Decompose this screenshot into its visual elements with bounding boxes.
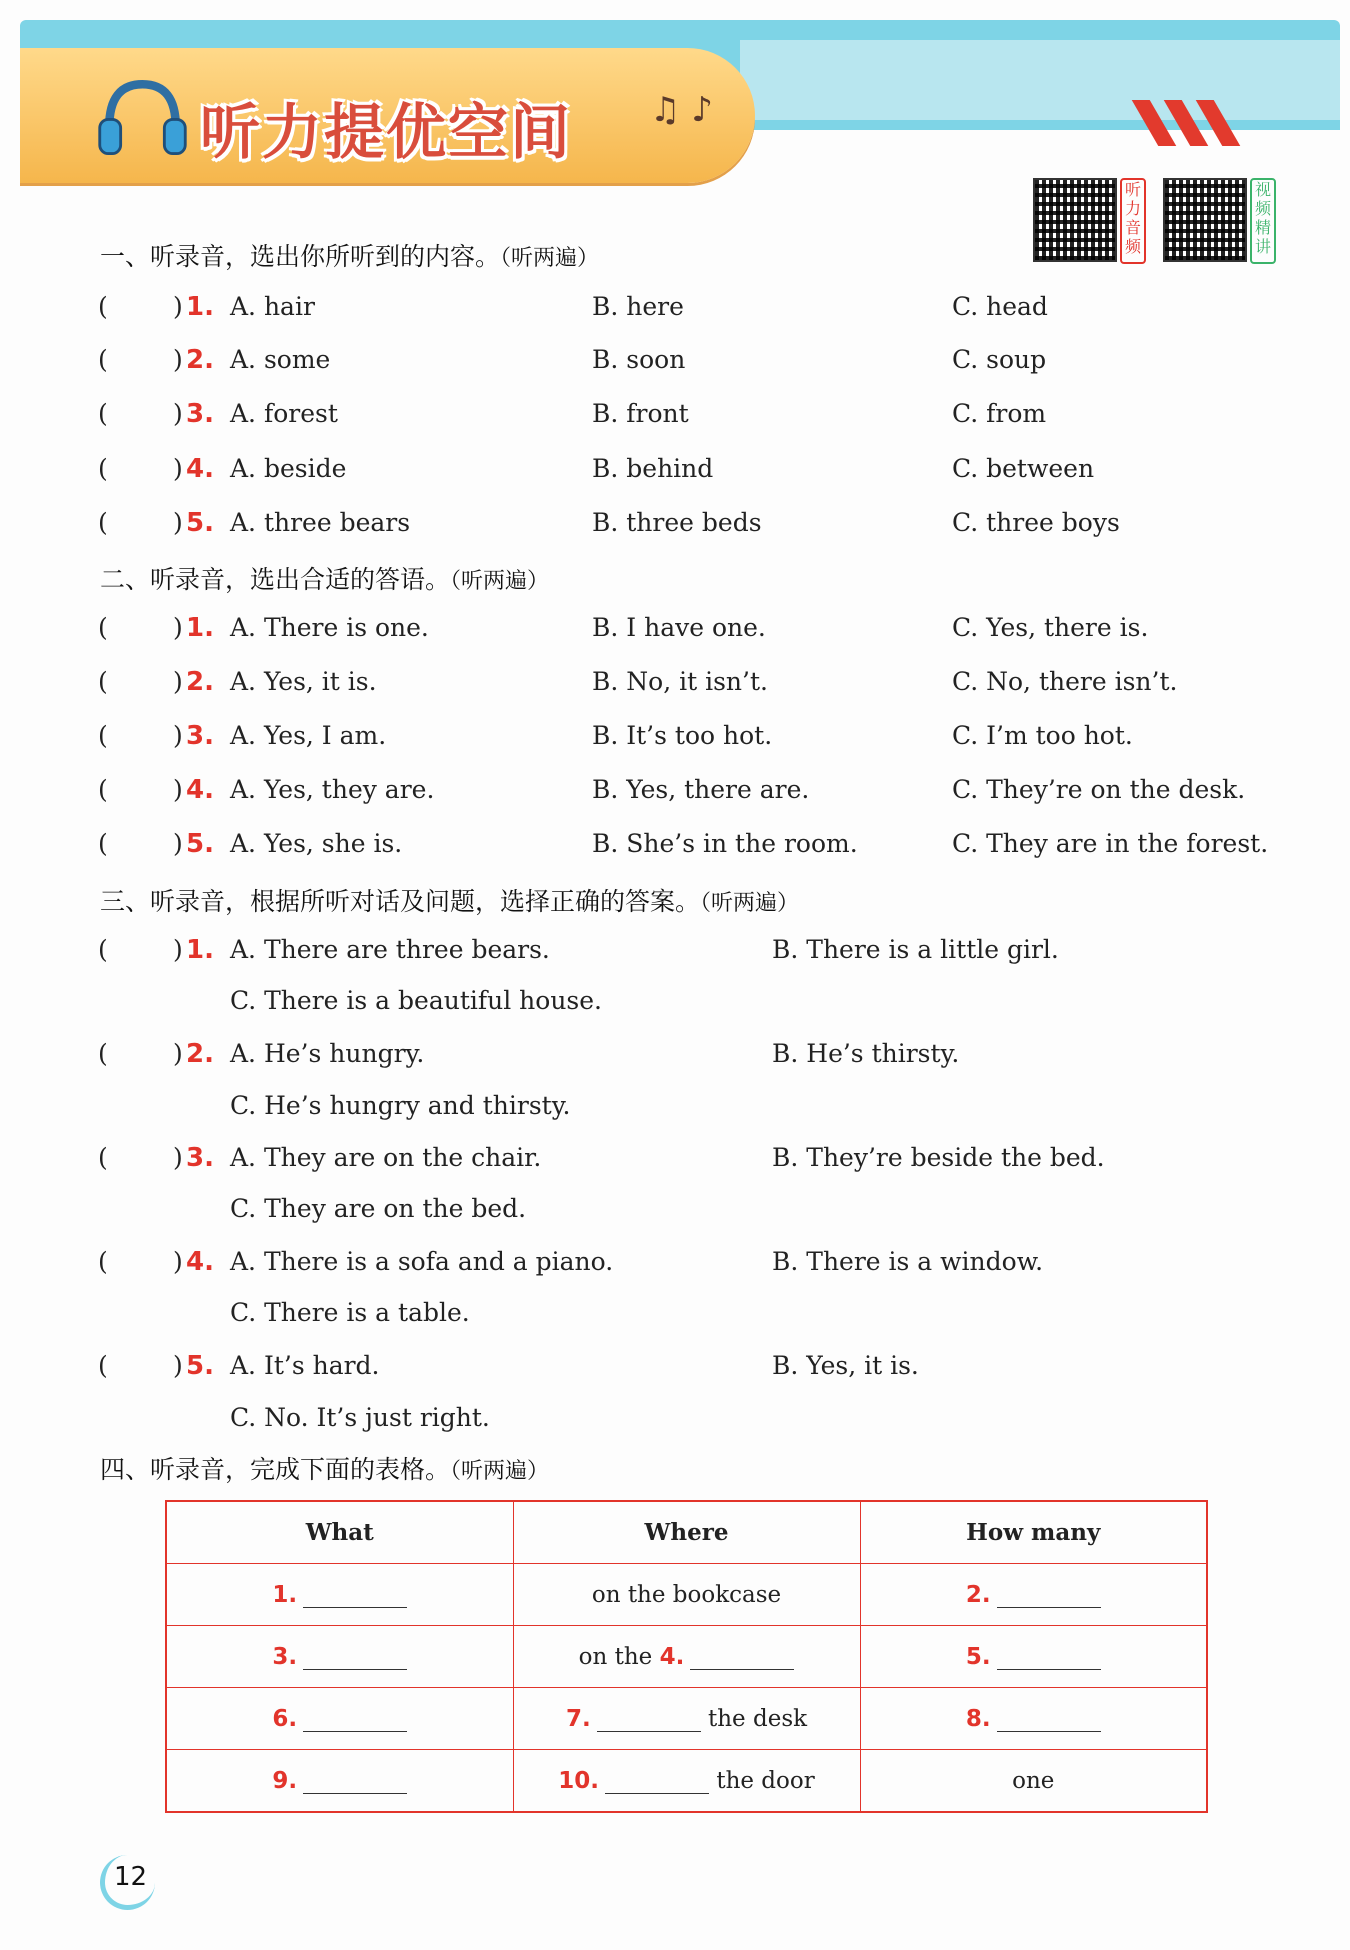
- cell-where: [513, 1688, 860, 1750]
- answer-blank-open[interactable]: (: [98, 508, 108, 537]
- blank-number: 3.: [272, 1643, 298, 1670]
- cell-what: [166, 1750, 513, 1813]
- cell-what: [166, 1626, 513, 1688]
- answer-blank-open[interactable]: (: [98, 454, 108, 483]
- answer-blank-close: ): [173, 1351, 183, 1380]
- blank-number: 10.: [558, 1767, 600, 1794]
- answer-blank-close: ): [173, 454, 183, 483]
- answer-blank-open[interactable]: (: [98, 345, 108, 374]
- option-c: C. head: [952, 292, 1048, 321]
- option-c: C. No, there isn’t.: [952, 667, 1178, 696]
- option-b: B. No, it isn’t.: [592, 667, 768, 696]
- option-b: B. soon: [592, 345, 686, 374]
- option-c: C. three boys: [952, 508, 1120, 537]
- blank-number: 8.: [965, 1705, 991, 1732]
- answer-blank-open[interactable]: (: [98, 399, 108, 428]
- cell-how-many: [860, 1688, 1207, 1750]
- answer-blank-close: ): [173, 667, 183, 696]
- answer-blank-close: ): [173, 829, 183, 858]
- option-a: A. Yes, they are.: [230, 775, 435, 804]
- cell-how-many: [860, 1564, 1207, 1626]
- section-title-4: 四、听录音，完成下面的表格。（听两遍）: [100, 1455, 550, 1484]
- cell-text: the door: [716, 1767, 815, 1794]
- fill-blank[interactable]: [997, 1647, 1101, 1670]
- option-c: C. There is a table.: [230, 1298, 470, 1327]
- option-a: A. forest: [230, 399, 338, 428]
- answer-blank-open[interactable]: (: [98, 775, 108, 804]
- cell-how-many: [860, 1750, 1207, 1813]
- answer-blank-open[interactable]: (: [98, 935, 108, 964]
- option-b: B. Yes, there are.: [592, 775, 810, 804]
- cell-where: [513, 1626, 860, 1688]
- option-a: A. some: [230, 345, 331, 374]
- cell-text: the desk: [708, 1705, 808, 1732]
- answer-blank-close: ): [173, 399, 183, 428]
- question-number: 1.: [186, 935, 214, 965]
- option-b: B. I have one.: [592, 613, 766, 642]
- option-b: B. three beds: [592, 508, 762, 537]
- decorative-stripes: [1145, 100, 1241, 150]
- option-b: B. Yes, it is.: [772, 1351, 919, 1380]
- fill-blank[interactable]: [997, 1585, 1101, 1608]
- option-b: B. They’re beside the bed.: [772, 1143, 1105, 1172]
- blank-number: 4.: [659, 1643, 685, 1670]
- answer-blank-open[interactable]: (: [98, 829, 108, 858]
- table-row: [166, 1750, 1207, 1813]
- question-number: 5.: [186, 829, 214, 859]
- column-header-where: Where: [513, 1501, 860, 1564]
- fill-blank[interactable]: [690, 1647, 794, 1670]
- answer-blank-close: ): [173, 345, 183, 374]
- qr-code-video[interactable]: [1163, 178, 1247, 262]
- answer-blank-open[interactable]: (: [98, 1143, 108, 1172]
- answer-blank-open[interactable]: (: [98, 721, 108, 750]
- table-row: [166, 1626, 1207, 1688]
- option-a: A. There are three bears.: [230, 935, 550, 964]
- option-a: A. hair: [230, 292, 315, 321]
- answer-blank-close: ): [173, 1039, 183, 1068]
- option-c: C. I’m too hot.: [952, 721, 1133, 750]
- qr-label-audio: 听力音频: [1120, 178, 1146, 264]
- question-number: 2.: [186, 667, 214, 697]
- column-header-how-many: How many: [860, 1501, 1207, 1564]
- blank-number: 6.: [272, 1705, 298, 1732]
- option-b: B. There is a little girl.: [772, 935, 1059, 964]
- option-b: B. here: [592, 292, 684, 321]
- answer-blank-open[interactable]: (: [98, 613, 108, 642]
- answer-blank-close: ): [173, 613, 183, 642]
- table-header-row: [166, 1501, 1207, 1564]
- answer-blank-close: ): [173, 508, 183, 537]
- fill-blank[interactable]: [605, 1771, 709, 1794]
- option-a: A. three bears: [230, 508, 411, 537]
- option-c: C. There is a beautiful house.: [230, 986, 602, 1015]
- answer-blank-open[interactable]: (: [98, 1351, 108, 1380]
- fill-blank[interactable]: [597, 1709, 701, 1732]
- answer-blank-open[interactable]: (: [98, 667, 108, 696]
- option-a: A. Yes, it is.: [230, 667, 377, 696]
- table-row: [166, 1564, 1207, 1626]
- option-b: B. front: [592, 399, 689, 428]
- option-c: C. No. It’s just right.: [230, 1403, 490, 1432]
- question-number: 2.: [186, 1039, 214, 1069]
- option-a: A. Yes, she is.: [230, 829, 403, 858]
- fill-blank[interactable]: [303, 1709, 407, 1732]
- fill-blank[interactable]: [303, 1771, 407, 1794]
- blank-number: 2.: [965, 1581, 991, 1608]
- answer-blank-open[interactable]: (: [98, 292, 108, 321]
- answer-blank-close: ): [173, 1247, 183, 1276]
- answer-table: [165, 1500, 1208, 1813]
- cell-where: [513, 1750, 860, 1813]
- cell-how-many: [860, 1626, 1207, 1688]
- option-b: B. It’s too hot.: [592, 721, 773, 750]
- option-b: B. He’s thirsty.: [772, 1039, 960, 1068]
- question-number: 4.: [186, 1247, 214, 1277]
- cell-text: one: [1012, 1767, 1055, 1794]
- section-title-2: 二、听录音，选出合适的答语。（听两遍）: [100, 565, 550, 594]
- blank-number: 5.: [965, 1643, 991, 1670]
- option-c: C. Yes, there is.: [952, 613, 1149, 642]
- option-c: C. They are in the forest.: [952, 829, 1269, 858]
- fill-blank[interactable]: [997, 1709, 1101, 1732]
- blank-number: 9.: [272, 1767, 298, 1794]
- option-a: A. He’s hungry.: [230, 1039, 425, 1068]
- option-b: B. There is a window.: [772, 1247, 1044, 1276]
- question-number: 2.: [186, 345, 214, 375]
- fill-blank[interactable]: [303, 1585, 407, 1608]
- option-a: A. It’s hard.: [230, 1351, 380, 1380]
- answer-blank-close: ): [173, 1143, 183, 1172]
- header-background-light: [740, 40, 1340, 120]
- answer-blank-open[interactable]: (: [98, 1039, 108, 1068]
- option-b: B. behind: [592, 454, 714, 483]
- question-number: 4.: [186, 775, 214, 805]
- option-c: C. from: [952, 399, 1047, 428]
- option-c: C. between: [952, 454, 1095, 483]
- question-number: 3.: [186, 721, 214, 751]
- option-c: C. soup: [952, 345, 1047, 374]
- answer-blank-close: ): [173, 775, 183, 804]
- column-header-what: What: [166, 1501, 513, 1564]
- option-c: C. He’s hungry and thirsty.: [230, 1091, 571, 1120]
- question-number: 4.: [186, 454, 214, 484]
- section-title-3: 三、听录音，根据所听对话及问题，选择正确的答案。（听两遍）: [100, 887, 800, 916]
- page-number: 12: [114, 1862, 148, 1892]
- option-c: C. They are on the bed.: [230, 1194, 527, 1223]
- music-note-icon: ♫ ♪: [650, 90, 713, 130]
- table-row: [166, 1688, 1207, 1750]
- cell-text: on the: [578, 1643, 653, 1670]
- cell-what: [166, 1688, 513, 1750]
- question-number: 3.: [186, 399, 214, 429]
- option-a: A. There is a sofa and a piano.: [230, 1247, 614, 1276]
- question-number: 1.: [186, 613, 214, 643]
- question-number: 3.: [186, 1143, 214, 1173]
- answer-blank-close: ): [173, 721, 183, 750]
- question-number: 5.: [186, 1351, 214, 1381]
- option-a: A. Yes, I am.: [230, 721, 387, 750]
- question-number: 5.: [186, 508, 214, 538]
- option-a: A. They are on the chair.: [230, 1143, 542, 1172]
- qr-code-audio[interactable]: [1033, 178, 1117, 262]
- question-number: 1.: [186, 292, 214, 322]
- option-c: C. They’re on the desk.: [952, 775, 1246, 804]
- answer-blank-open[interactable]: (: [98, 1247, 108, 1276]
- cell-where: [513, 1564, 860, 1626]
- option-a: A. There is one.: [230, 613, 429, 642]
- fill-blank[interactable]: [303, 1647, 407, 1670]
- option-b: B. She’s in the room.: [592, 829, 858, 858]
- cell-what: [166, 1564, 513, 1626]
- qr-label-video: 视频精讲: [1250, 178, 1276, 264]
- blank-number: 7.: [565, 1705, 591, 1732]
- option-a: A. beside: [230, 454, 347, 483]
- headphones-icon: [95, 70, 190, 165]
- cell-text: on the bookcase: [591, 1581, 782, 1608]
- page-title: 听力提优空间: [200, 98, 572, 168]
- section-title-1: 一、听录音，选出你所听到的内容。（听两遍）: [100, 242, 600, 271]
- blank-number: 1.: [272, 1581, 298, 1608]
- answer-blank-close: ): [173, 935, 183, 964]
- answer-blank-close: ): [173, 292, 183, 321]
